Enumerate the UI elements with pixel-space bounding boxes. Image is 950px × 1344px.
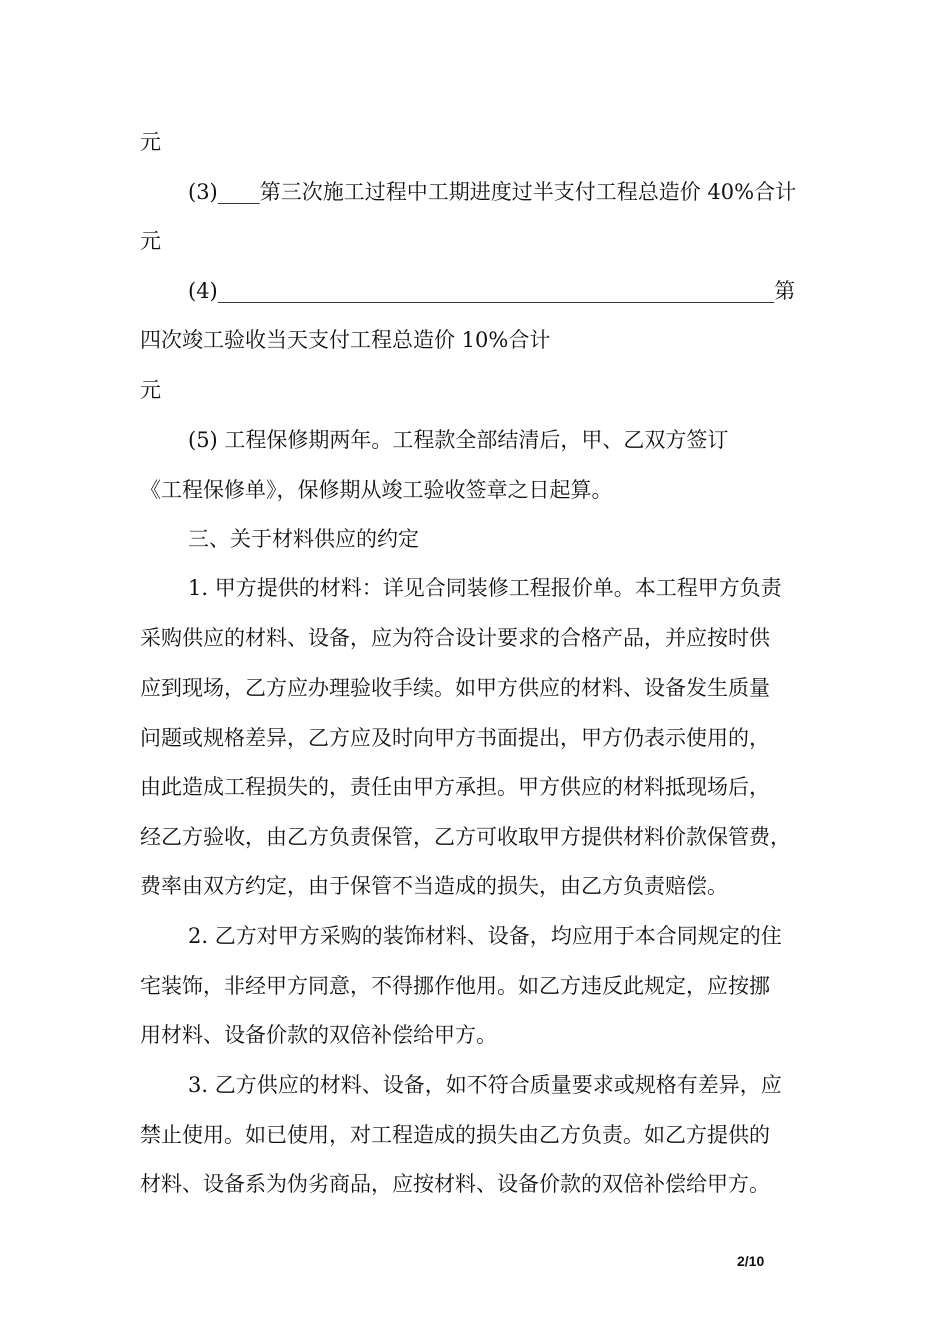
text-line: 材料、设备系为伪劣商品，应按材料、设备价款的双倍补偿给甲方。 xyxy=(140,1172,770,1196)
page-number: 2/10 xyxy=(737,1253,765,1269)
text-line: 元 xyxy=(140,229,161,253)
text-line: 经乙方验收，由乙方负责保管，乙方可收取甲方提供材料价款保管费， xyxy=(140,825,791,849)
text-line: 四次竣工验收当天支付工程总造价 10%合计 xyxy=(140,328,551,352)
text-line: 3. 乙方供应的材料、设备，如不符合质量要求或规格有差异，应 xyxy=(188,1073,782,1097)
text-line: 应到现场，乙方应办理验收手续。如甲方供应的材料、设备发生质量 xyxy=(140,676,770,700)
text-line: 采购供应的材料、设备，应为符合设计要求的合格产品，并应按时供 xyxy=(140,626,770,650)
section-heading: 三、关于材料供应的约定 xyxy=(188,527,419,551)
text-line: (4)_____________________________________________________第 xyxy=(188,279,796,303)
text-line: 禁止使用。如已使用，对工程造成的损失由乙方负责。如乙方提供的 xyxy=(140,1123,770,1147)
text-line: 元 xyxy=(140,378,161,402)
text-line: 问题或规格差异，乙方应及时向甲方书面提出，甲方仍表示使用的， xyxy=(140,726,770,750)
text-line: 2. 乙方对甲方采购的装饰材料、设备，均应用于本合同规定的住 xyxy=(188,924,782,948)
text-line: 《工程保修单》，保修期从竣工验收签章之日起算。 xyxy=(140,478,613,502)
text-line: 1. 甲方提供的材料：详见合同装修工程报价单。本工程甲方负责 xyxy=(188,576,782,600)
text-line: 用材料、设备价款的双倍补偿给甲方。 xyxy=(140,1023,497,1047)
text-line: 费率由双方约定，由于保管不当造成的损失，由乙方负责赔偿。 xyxy=(140,874,728,898)
text-line: (5) 工程保修期两年。工程款全部结清后，甲、乙双方签订 xyxy=(188,428,729,452)
text-line: 由此造成工程损失的，责任由甲方承担。甲方供应的材料抵现场后， xyxy=(140,775,770,799)
text-line: 元 xyxy=(140,130,161,154)
text-line: (3)____第三次施工过程中工期进度过半支付工程总造价 40%合计 xyxy=(188,180,797,204)
text-line: 宅装饰，非经甲方同意，不得挪作他用。如乙方违反此规定，应按挪 xyxy=(140,974,770,998)
